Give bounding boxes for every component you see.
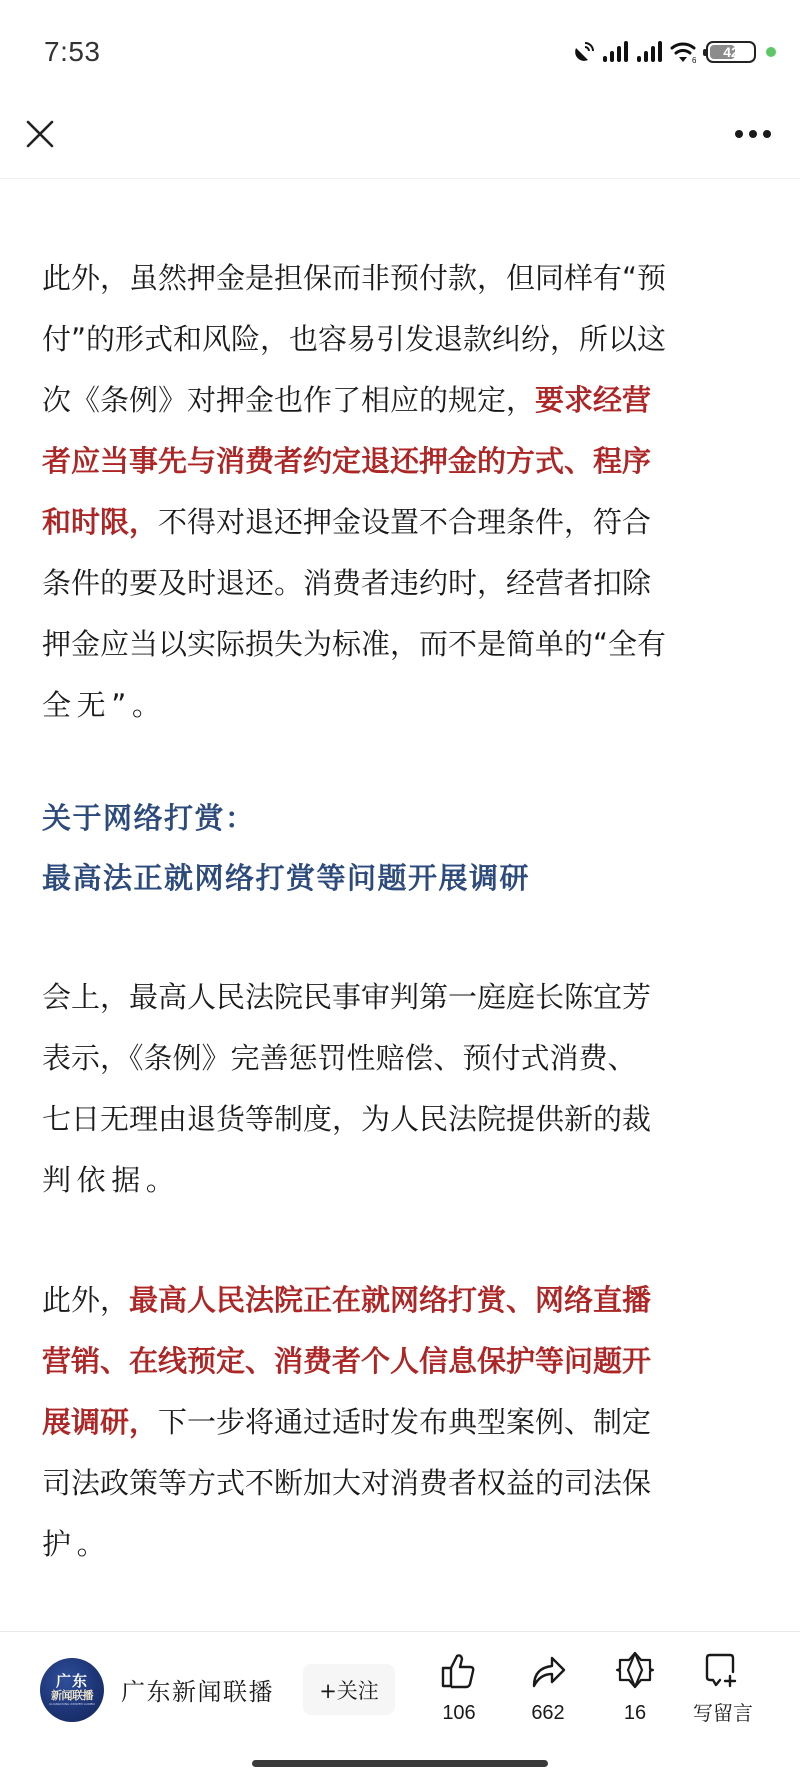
favorite-count: 16	[623, 1702, 647, 1724]
wifi-6-icon	[670, 40, 700, 64]
text-line	[42, 1402, 758, 1442]
text-line	[42, 1341, 758, 1381]
emphasis-text: 者应当事先与消费者约定退还押金的方式、程序	[42, 444, 652, 478]
body-text: 押金应当以实际损失为标准，而不是简单的“全有	[42, 627, 667, 661]
body-text: 此外，虽然押金是担保而非预付款，但同样有“预	[42, 261, 667, 295]
home-indicator[interactable]	[252, 1760, 548, 1767]
more-horizontal-icon-dot	[763, 130, 771, 138]
bottom-action-bar	[0, 1631, 800, 1779]
text-line	[42, 977, 758, 1017]
status-time: 7:53	[44, 36, 101, 67]
signal-2-icon	[636, 40, 664, 64]
more-horizontal-icon-dot	[749, 130, 757, 138]
write-comment-icon	[703, 1650, 743, 1690]
avatar-logo-text: 广东	[55, 1672, 88, 1690]
body-text: 条件的要及时退还。消费者违约时，经营者扣除	[42, 566, 652, 600]
share-icon	[528, 1650, 568, 1690]
like-count: 106	[442, 1702, 476, 1724]
text-line	[42, 624, 758, 664]
text-line	[42, 1099, 758, 1139]
text-line	[42, 1280, 758, 1320]
status-icons	[572, 38, 776, 66]
favorite-button[interactable]	[595, 1650, 675, 1724]
signal-1-icon	[602, 40, 630, 64]
write-comment-label: 写留言	[693, 1701, 753, 1725]
text-line	[42, 380, 758, 420]
avatar-logo-text: 新闻联播	[51, 1689, 93, 1702]
body-text: 护。	[42, 1527, 112, 1561]
body-text: 司法政策等方式不断加大对消费者权益的司法保	[42, 1466, 652, 1500]
like-button[interactable]	[419, 1650, 499, 1724]
emphasis-text: 营销、在线预定、消费者个人信息保护等问题开	[42, 1344, 652, 1378]
more-horizontal-icon-dot	[735, 130, 743, 138]
body-text: 此外，	[42, 1283, 130, 1317]
text-line	[42, 1038, 758, 1078]
nfc-icon	[572, 40, 596, 64]
thumbs-up-icon	[439, 1650, 479, 1690]
share-button[interactable]	[508, 1650, 588, 1724]
battery-icon	[706, 41, 756, 63]
body-text: 判依据。	[42, 1163, 181, 1197]
star-outline-icon	[615, 1650, 655, 1690]
privacy-indicator-dot	[766, 47, 776, 57]
close-button[interactable]	[18, 112, 62, 156]
close-icon	[26, 120, 54, 148]
section-heading-line2: 最高法正就网络打赏等问题开展调研	[42, 861, 531, 895]
more-options-button[interactable]	[728, 112, 778, 156]
text-line	[42, 563, 758, 603]
body-text: 表示，《条例》完善惩罚性赔偿、预付式消费、	[42, 1041, 637, 1075]
share-count: 662	[531, 1702, 565, 1724]
svg-text:6: 6	[692, 56, 697, 64]
avatar-logo-subtext: GUANGDONG XINWEN LIANBO	[49, 1702, 95, 1706]
text-line	[42, 319, 758, 359]
follow-button[interactable]: +关注	[303, 1664, 395, 1715]
account-avatar[interactable]	[40, 1658, 104, 1722]
status-bar	[0, 0, 800, 96]
battery-level: 42	[723, 44, 739, 60]
text-line	[42, 441, 758, 481]
body-text: 七日无理由退货等制度，为人民法院提供新的裁	[42, 1102, 652, 1136]
body-text: 不得对退还押金设置不合理条件，符合	[158, 505, 652, 539]
body-text: 下一步将通过适时发布典型案例、制定	[158, 1405, 652, 1439]
emphasis-text: 最高人民法院正在就网络打赏、网络直播	[129, 1283, 652, 1317]
text-line	[42, 502, 758, 542]
body-text: 会上，最高人民法院民事审判第一庭庭长陈宜芳	[42, 980, 652, 1014]
body-text: 付”的形式和风险，也容易引发退款纠纷，所以这	[42, 322, 667, 356]
text-line	[42, 1160, 180, 1200]
body-text: 全无”。	[42, 688, 167, 722]
account-name[interactable]: 广东新闻联播	[121, 1678, 274, 1706]
section-heading-line1: 关于网络打赏：	[42, 801, 256, 835]
emphasis-text: 和时限，	[42, 505, 159, 539]
emphasis-text: 展调研，	[42, 1405, 159, 1439]
text-line	[42, 685, 166, 725]
emphasis-text: 要求经营	[535, 383, 652, 417]
nav-header	[0, 96, 800, 179]
body-text: 次《条例》对押金也作了相应的规定，	[42, 383, 536, 417]
write-comment-button[interactable]	[683, 1650, 763, 1724]
text-line	[42, 1524, 111, 1564]
text-line	[42, 258, 758, 298]
text-line	[42, 1463, 758, 1503]
